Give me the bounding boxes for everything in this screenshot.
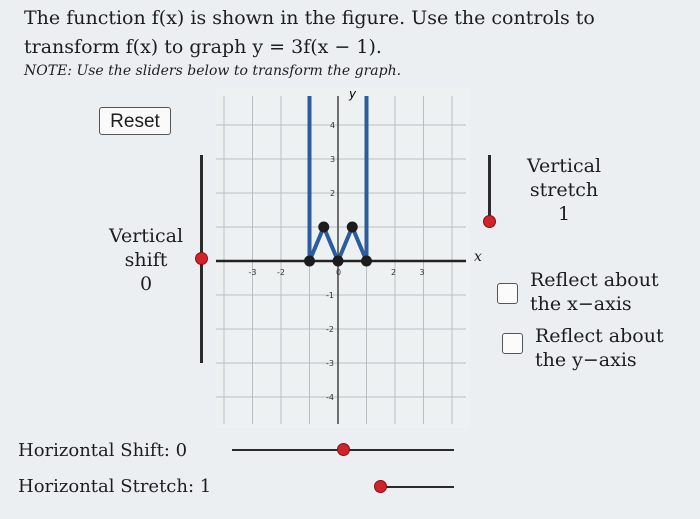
- reflect-y-label-line1: Reflect about: [535, 325, 664, 347]
- vertical-shift-label-line1: Vertical: [108, 225, 184, 247]
- note-text: NOTE: Use the sliders below to transform the graph.: [24, 63, 402, 79]
- horizontal-stretch-track[interactable]: [380, 486, 454, 488]
- horizontal-shift-knob[interactable]: [337, 443, 350, 456]
- x-tick-label: -3: [248, 268, 257, 277]
- function-graph: [216, 88, 470, 428]
- horizontal-stretch-label: Horizontal Stretch: 1: [18, 476, 212, 497]
- y-tick-label: -3: [326, 359, 334, 368]
- y-tick-label: 3: [330, 155, 336, 164]
- vertical-stretch-value: 1: [557, 203, 571, 225]
- vertical-stretch-label-line2: stretch: [529, 179, 599, 201]
- curve-point: [333, 256, 344, 267]
- curve-point: [361, 256, 372, 267]
- y-tick-label: -1: [326, 291, 334, 300]
- reflect-y-checkbox[interactable]: [502, 333, 523, 354]
- reflect-x-label-line1: Reflect about: [530, 269, 659, 291]
- x-tick-label: 3: [419, 268, 425, 277]
- curve-point: [304, 256, 315, 267]
- horizontal-shift-label: Horizontal Shift: 0: [18, 440, 188, 461]
- vertical-shift-label: [104, 224, 188, 296]
- vertical-shift-label-line2: shift: [124, 249, 168, 271]
- y-tick-label: -4: [326, 393, 334, 402]
- prompt-line-1: The function f(x) is shown in the figure. Use the controls to: [24, 7, 595, 29]
- vertical-stretch-track[interactable]: [488, 155, 491, 221]
- y-tick-label: -2: [326, 325, 334, 334]
- x-tick-label: -2: [277, 268, 285, 277]
- graph-background: [216, 88, 470, 428]
- vertical-stretch-label: [516, 154, 612, 226]
- y-axis-label: y: [349, 88, 357, 101]
- vertical-stretch-label-line1: Vertical: [526, 155, 602, 177]
- horizontal-stretch-knob[interactable]: [374, 480, 387, 493]
- vertical-shift-value: 0: [139, 273, 153, 295]
- y-tick-label: 4: [330, 121, 336, 130]
- curve-point: [347, 222, 358, 233]
- reflect-x-label: [530, 268, 659, 316]
- curve-point: [318, 222, 329, 233]
- y-tick-label: 2: [330, 189, 336, 198]
- vertical-stretch-knob[interactable]: [483, 215, 496, 228]
- reflect-x-label-line2: the x−axis: [530, 293, 632, 315]
- prompt-line-2: transform f(x) to graph y = 3f(x − 1).: [24, 36, 382, 58]
- x-axis-label: x: [474, 249, 482, 265]
- reflect-x-checkbox[interactable]: [497, 283, 518, 304]
- reflect-y-label: [535, 324, 664, 372]
- x-tick-label: 0: [336, 268, 342, 277]
- reflect-y-label-line2: the y−axis: [535, 349, 637, 371]
- vertical-shift-knob[interactable]: [195, 252, 208, 265]
- reset-button[interactable]: Reset: [99, 107, 171, 135]
- x-tick-label: 2: [391, 268, 397, 277]
- problem-prompt: [24, 4, 674, 62]
